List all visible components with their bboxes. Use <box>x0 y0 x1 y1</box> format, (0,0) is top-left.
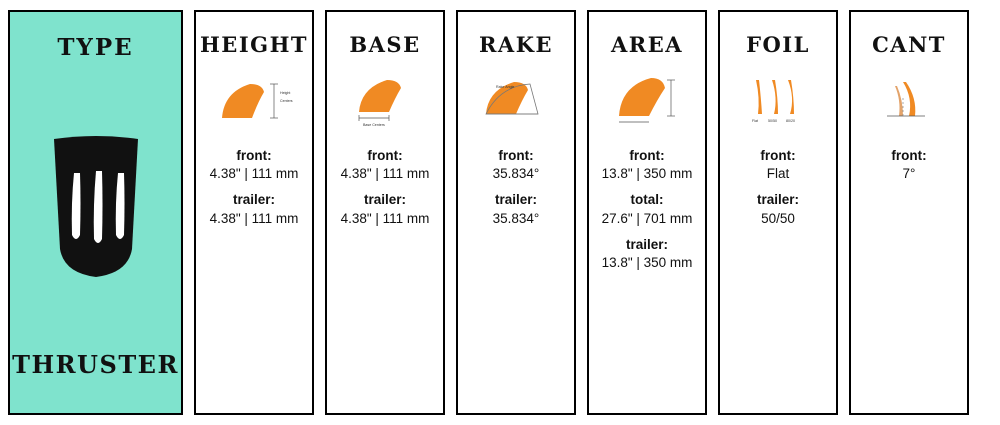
field-front <box>493 147 540 183</box>
field-label: front: <box>891 148 927 163</box>
field-front <box>891 147 926 183</box>
field-value: 4.38" | 111 mm <box>209 166 299 182</box>
spec-card-height <box>194 10 314 415</box>
spec-card-base <box>325 10 445 415</box>
field-value: Flat <box>766 166 790 182</box>
diagram-label: 50/50 <box>768 119 777 123</box>
diagram-label: Base Centers <box>363 123 385 127</box>
field-label: trailer: <box>232 192 276 208</box>
spec-card-type <box>8 10 183 415</box>
field-label: front: <box>629 148 665 163</box>
fin-area-diagram-icon <box>597 71 697 129</box>
card-title: FOIL <box>746 32 810 57</box>
thruster-fin-icon <box>36 131 156 281</box>
field-value: 4.38" | 111 mm <box>340 210 430 226</box>
fin-base-diagram-icon <box>335 71 435 129</box>
field-value: 50/50 <box>761 210 795 226</box>
diagram-label: 80/20 <box>786 119 795 123</box>
field-label: trailer: <box>756 192 800 208</box>
field-trailer <box>341 191 430 227</box>
fin-rake-diagram-icon <box>466 71 566 129</box>
fin-foil-diagram-icon <box>728 71 828 129</box>
field-label: front: <box>367 148 403 163</box>
field-value: 35.834° <box>492 210 540 226</box>
field-trailer <box>757 191 799 227</box>
field-front <box>210 147 299 183</box>
card-title: CANT <box>872 32 946 57</box>
fin-type-name: THRUSTER <box>12 350 179 379</box>
card-title: TYPE <box>57 34 134 61</box>
fin-cant-diagram-icon <box>859 71 959 129</box>
diagram-label: Rake Angle <box>496 85 515 89</box>
field-front <box>602 147 693 183</box>
field-value: 35.834° <box>492 166 540 182</box>
field-value: 4.38" | 111 mm <box>209 210 299 226</box>
field-front <box>341 147 430 183</box>
field-value: 13.8" | 350 mm <box>601 255 693 271</box>
card-title: AREA <box>610 32 684 57</box>
card-title: BASE <box>349 32 421 57</box>
field-label: trailer: <box>363 192 407 208</box>
diagram-label: Height <box>280 91 291 95</box>
card-title: HEIGHT <box>199 32 309 57</box>
field-label: trailer: <box>494 192 537 208</box>
field-trailer <box>493 191 540 227</box>
field-trailer <box>602 236 693 272</box>
spec-card-foil <box>718 10 838 415</box>
fin-height-diagram-icon <box>204 71 304 129</box>
diagram-label: Flat <box>752 119 758 123</box>
spec-card-rake <box>456 10 576 415</box>
field-trailer <box>210 191 299 227</box>
field-label: front: <box>498 148 534 163</box>
diagram-label: Centers <box>280 99 293 103</box>
field-value: 13.8" | 350 mm <box>601 166 693 182</box>
field-value: 7° <box>902 166 916 182</box>
field-total <box>602 191 693 227</box>
field-value: 4.38" | 111 mm <box>340 166 430 182</box>
field-label: front: <box>236 148 272 163</box>
field-front <box>760 147 795 183</box>
field-label: total: <box>630 192 664 208</box>
spec-card-cant <box>849 10 969 415</box>
card-title: RAKE <box>478 32 553 57</box>
field-value: 27.6" | 701 mm <box>601 210 693 226</box>
field-label: front: <box>760 148 796 163</box>
spec-card-area <box>587 10 707 415</box>
field-label: trailer: <box>625 236 669 252</box>
